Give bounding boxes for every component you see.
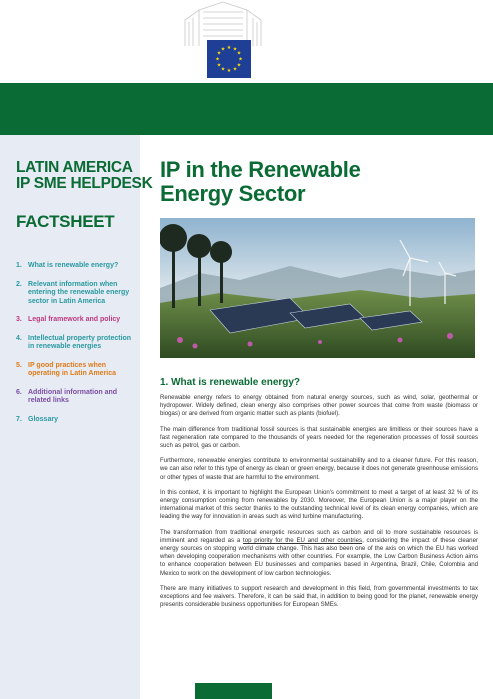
page-title-line-1: IP in the Renewable — [160, 157, 361, 182]
toc-label: What is renewable energy? — [28, 262, 119, 269]
section-heading: 1. What is renewable energy? — [160, 377, 301, 388]
toc-number: 4. — [16, 334, 22, 342]
toc-item-2[interactable] — [16, 281, 134, 307]
toc-item-4[interactable] — [16, 335, 134, 352]
paragraph-5 — [160, 529, 478, 578]
paragraph-5-text-b: , considering the impact of these cleaner energy sources on stopping world climate change. This has also been one of the axis on which the EU has worked when developing cooperation mechanisms with other countries. For example, the Low Carbon Business Action aims to enhance cooperation between EU businesses and companies based in Argentina, Brazil, Chile, Colombia and Mexico to work on the development of low carbon technologies. — [160, 536, 478, 577]
toc-item-3[interactable] — [16, 316, 134, 325]
paragraph-3: Furthermore, renewable energies contribute to environmental sustainability and to a cleaner future. For this reason, we can also refer to this type of energy as clean or green energy, because it does not generate greenhouse emissions or other types of waste that are harmful to the environment. — [160, 457, 478, 481]
toc-number: 2. — [16, 280, 22, 288]
page-title-line-2: Energy Sector — [160, 181, 306, 206]
svg-text:★: ★ — [220, 46, 226, 53]
toc-number: 3. — [16, 316, 22, 323]
helpdesk-title — [16, 160, 152, 192]
svg-text:★: ★ — [238, 56, 243, 63]
toc-item-7[interactable] — [16, 416, 134, 425]
svg-text:★: ★ — [220, 66, 226, 73]
toc-number: 1. — [16, 262, 22, 269]
factsheet-label: FACTSHEET — [16, 212, 115, 231]
footer-tab — [195, 683, 272, 699]
table-of-contents — [16, 262, 134, 434]
toc-label: Legal framework and policy — [28, 316, 121, 323]
svg-text:★: ★ — [216, 50, 222, 57]
paragraph-4: In this context, it is important to highlight the European Union's commitment to meet a target of at least 32 % of its energy consumption coming from renewables by 2030. Moreover, the European Union is a major player on the international market of this sector thanks to the outstanding technical level of its clean energy companies, which are leading the way for innovation in areas such as wind turbine manufacturing. — [160, 488, 478, 521]
page-title — [160, 158, 361, 206]
toc-item-1[interactable] — [16, 262, 134, 271]
svg-text:★: ★ — [232, 66, 238, 73]
body-text — [160, 394, 478, 616]
svg-text:★: ★ — [226, 45, 232, 51]
toc-number: 6. — [16, 388, 22, 396]
svg-text:★: ★ — [236, 50, 242, 57]
svg-text:★: ★ — [236, 62, 242, 69]
toc-label: Intellectual property protection in renewable energies — [28, 334, 132, 350]
eu-priority-link[interactable]: top priority for the EU and other countries — [243, 536, 363, 544]
helpdesk-title-line-1: LATIN AMERICA — [16, 159, 133, 176]
toc-label: Relevant information when entering the renewable energy sector in Latin America — [28, 280, 130, 305]
paragraph-2: The main difference from traditional fossil sources is that sustainable energies are limitless or their sources have a fast regeneration rate compared to the thousands of years needed for the regeneration processes of fossil sources such as petrol, gas or carbon. — [160, 425, 478, 450]
svg-text:★: ★ — [226, 68, 232, 74]
header-band — [0, 83, 493, 135]
svg-text:★: ★ — [232, 46, 238, 53]
toc-label: Glossary — [28, 415, 58, 423]
eu-flag-icon — [207, 40, 251, 78]
toc-label: Additional information and related links — [28, 388, 118, 404]
paragraph-5-text-a: The transformation from traditional energetic resources such as carbon and oil to more sustainable resources is imminent and regarded as a — [160, 528, 478, 544]
paragraph-6: There are many initiatives to support research and development in this field, from governmental investments to tax exceptions and fee waivers. Therefore, it can be said that, in addition to being good for the planet, renewable energy presents considerable business opportunities for European SMEs. — [160, 584, 478, 609]
toc-item-5[interactable] — [16, 362, 134, 379]
svg-text:★: ★ — [215, 56, 220, 63]
toc-label: IP good practices when operating in Latin America — [28, 361, 117, 377]
helpdesk-title-line-2: IP SME HELPDESK — [16, 175, 153, 192]
renewable-landscape-image — [160, 218, 475, 358]
toc-number: 5. — [16, 361, 22, 369]
paragraph-1: Renewable energy refers to energy obtained from natural energy sources, such as wind, solar, geothermal or hydropower. Widely defined, clean energy also comprises other power sources that come from waste (biomass or biogas) or are derived from organic matter such as plants (biofuel). — [160, 394, 478, 418]
toc-number: 7. — [16, 415, 22, 423]
toc-item-6[interactable] — [16, 389, 134, 406]
svg-text:★: ★ — [216, 62, 222, 69]
